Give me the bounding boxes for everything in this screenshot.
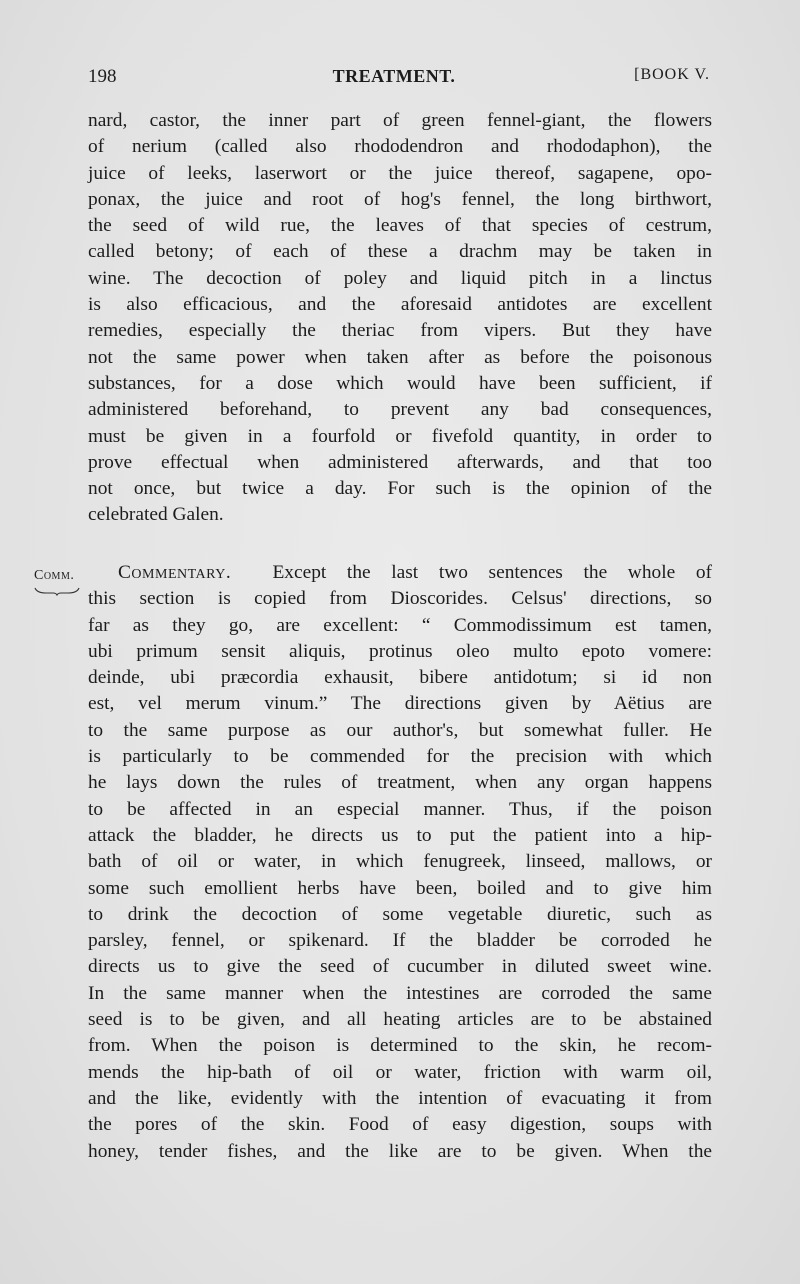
text-line: seed is to be given, and all heating articles are to be abstained xyxy=(88,1009,712,1031)
book-reference: [BOOK V. xyxy=(634,66,710,83)
text-line: nard, castor, the inner part of green fennel-giant, the flowers xyxy=(88,110,712,131)
commentary-first-line xyxy=(88,560,712,586)
text-line: ponax, the juice and root of hog's fennel, the long birthwort, xyxy=(88,188,712,210)
text-line: not the same power when taken after as before the poisonous xyxy=(88,346,712,368)
text-line: some such emollient herbs have been, boiled and to give him xyxy=(88,877,712,899)
text-line: is also efficacious, and the aforesaid antidotes are excellent xyxy=(88,294,712,316)
running-header xyxy=(88,66,710,92)
text-line: from. When the poison is determined to the skin, he recom- xyxy=(88,1035,712,1057)
text-line: this section is copied from Dioscorides. Celsus' directions, so xyxy=(88,588,712,610)
commentary-heading: Commentary. xyxy=(118,562,232,583)
text-line: not once, but twice a day. For such is the opinion of the xyxy=(88,478,712,500)
text-line: est, vel merum vinum.” The directions given by Aëtius are xyxy=(88,693,712,715)
text-line: wine. The decoction of poley and liquid pitch in a linctus xyxy=(88,267,712,289)
text-line: bath of oil or water, in which fenugreek, linseed, mallows, or xyxy=(88,851,712,873)
text-line: celebrated Galen. xyxy=(88,504,224,526)
text-line: substances, for a dose which would have been sufficient, if xyxy=(88,372,712,394)
text-line: honey, tender fishes, and the like are to be given. When the xyxy=(88,1140,712,1162)
text-line: must be given in a fourfold or fivefold quantity, in order to xyxy=(88,425,712,447)
text-line: is particularly to be commended for the precision with which xyxy=(88,746,712,768)
text-line: remedies, especially the theriac from vipers. But they have xyxy=(88,320,712,342)
margin-note xyxy=(34,568,90,596)
text-line: the pores of the skin. Food of easy digestion, soups with xyxy=(88,1114,712,1136)
text-line: attack the bladder, he directs us to put the patient into a hip- xyxy=(88,824,712,846)
text-line: to be affected in an especial manner. Thus, if the poison xyxy=(88,798,712,820)
text-line: mends the hip-bath of oil or water, friction with warm oil, xyxy=(88,1061,712,1083)
text-line: deinde, ubi præcordia exhausit, bibere antidotum; si id non xyxy=(88,667,712,689)
text-line: of nerium (called also rhododendron and rhododaphon), the xyxy=(88,136,712,158)
text-line: juice of leeks, laserwort or the juice thereof, sagapene, opo- xyxy=(88,162,712,184)
running-title: TREATMENT. xyxy=(332,66,456,86)
text-line: to drink the decoction of some vegetable diuretic, such as xyxy=(88,903,712,925)
text-line: ubi primum sensit aliquis, protinus oleo multo epoto vomere: xyxy=(88,640,712,662)
text-line: the seed of wild rue, the leaves of that species of cestrum, xyxy=(88,215,712,237)
text-line: called betony; of each of these a drachm may be taken in xyxy=(88,241,712,263)
brace-icon xyxy=(34,586,80,596)
text-line: far as they go, are excellent: “ Commodissimum est tamen, xyxy=(88,614,712,636)
text-line: In the same manner when the intestines are corroded the same xyxy=(88,982,712,1004)
text-line: and the like, evidently with the intention of evacuating it from xyxy=(88,1087,712,1109)
text-line: Except the last two sentences the whole of xyxy=(272,562,712,583)
text-line: prove effectual when administered afterwards, and that too xyxy=(88,451,712,473)
commentary-paragraph xyxy=(88,560,712,1165)
paragraph-treatment xyxy=(88,108,712,529)
text-line: administered beforehand, to prevent any bad consequences, xyxy=(88,399,712,421)
margin-label: Comm. xyxy=(34,568,75,583)
text-line: directs us to give the seed of cucumber in diluted sweet wine. xyxy=(88,956,712,978)
page-number: 198 xyxy=(88,66,117,87)
text-line: to the same purpose as our author's, but somewhat fuller. He xyxy=(88,719,712,741)
text-line: parsley, fennel, or spikenard. If the bladder be corroded he xyxy=(88,930,712,952)
text-line: he lays down the rules of treatment, when any organ happens xyxy=(88,772,712,794)
